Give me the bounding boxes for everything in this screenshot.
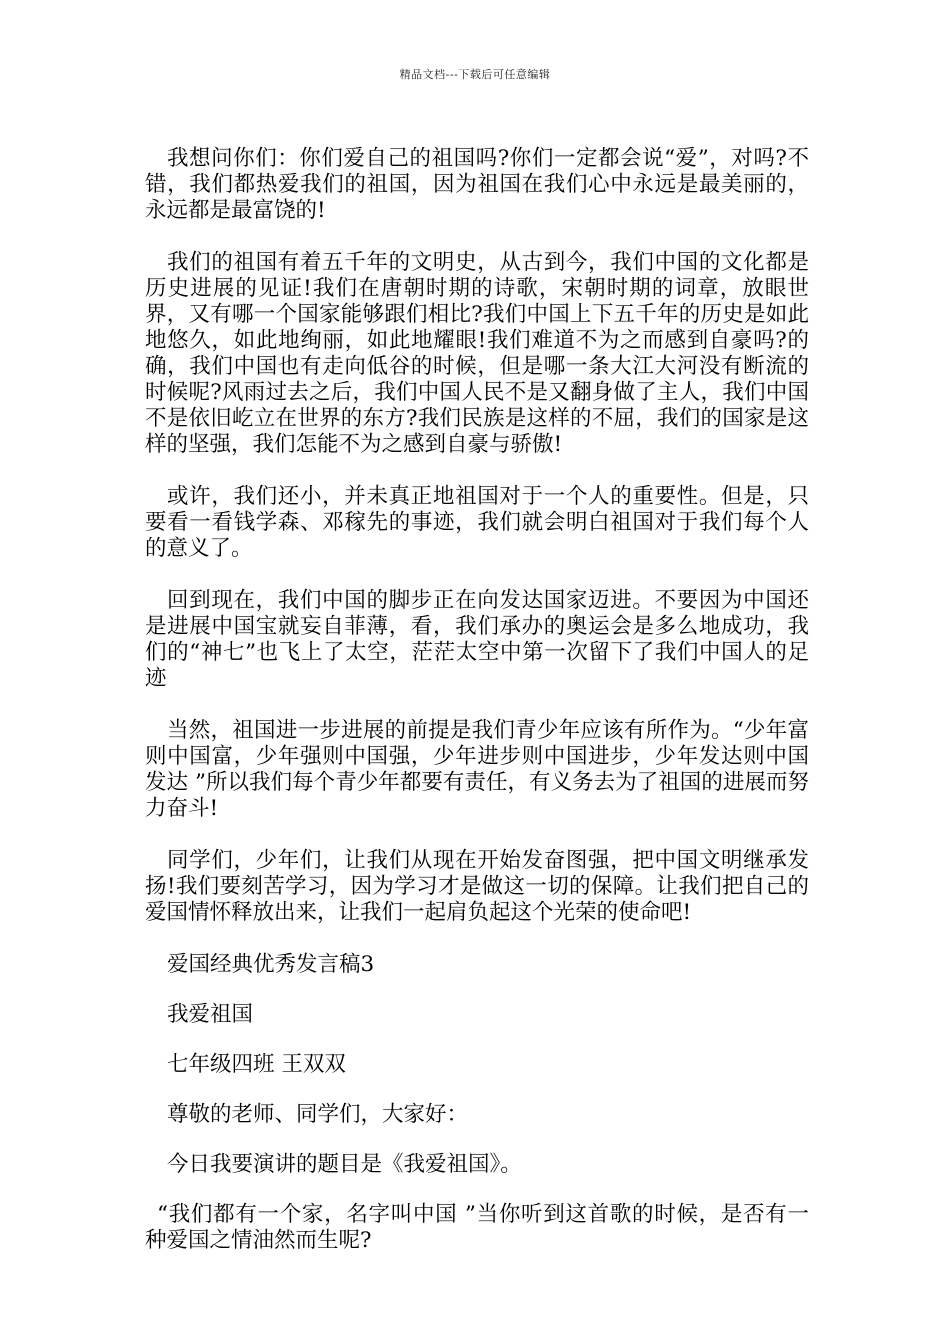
page-header: 精品文档---下载后可任意编辑	[399, 68, 551, 81]
paragraph-back-to-present: 回到现在，我们中国的脚步正在向发达国家迈进。不要因为中国还是进展中国宝就妄自菲薄，看，我们承办的奥运会是多么地成功，我们的“神七”也飞上了太空，茫茫太空中第一次留下了我们中国人的足迹	[145, 588, 809, 691]
paragraph-classmates-call: 同学们，少年们，让我们从现在开始发奋图强，把中国文明继承发扬!我们要刻苦学习，因为学习才是做这一切的保障。让我们把自己的爱国情怀释放出来，让我们一起肩负起这个光荣的使命吧!	[145, 848, 809, 925]
speaker-line: 七年级四班 王双双	[167, 1052, 346, 1077]
paragraph-youth-responsibility: 当然，祖国进一步进展的前提是我们青少年应该有所作为。“少年富则中国富，少年强则中国强，少年进步则中国进步，少年发达则中国发达 ”所以我们每个青少年都要有责任，有义务去为了祖国的进展而努力奋斗!	[145, 718, 809, 821]
speech-title: 我爱祖国	[167, 1002, 254, 1027]
greeting-line: 尊敬的老师、同学们，大家好：	[167, 1102, 469, 1127]
paragraph-love-motherland: 我想问你们：你们爱自己的祖国吗?你们一定都会说“爱”，对吗?不错，我们都热爱我们的祖国，因为祖国在我们心中永远是最美丽的，永远都是最富饶的!	[145, 146, 809, 223]
paragraph-perhaps-we-are-young: 或许，我们还小，并未真正地祖国对于一个人的重要性。但是，只要看一看钱学森、邓稼先的事迹，我们就会明白祖国对于我们每个人的意义了。	[145, 484, 809, 561]
topic-line: 今日我要演讲的题目是《我爱祖国》。	[167, 1152, 522, 1177]
section-title: 爱国经典优秀发言稿3	[167, 952, 375, 977]
paragraph-five-thousand-years: 我们的祖国有着五千年的文明史，从古到今，我们中国的文化都是历史进展的见证!我们在唐朝时期的诗歌，宋朝时期的词章，放眼世界，又有哪一个国家能够跟们相比?我们中国上下五千年的历史是如此地悠久，如此地绚丽，如此地耀眼!我们难道不为之而感到自豪吗?的确，我们中国也有走向低谷的时候，但是哪一条大江大河没有断流的时候呢?风雨过去之后，我们中国人民不是又翻身做了主人，我们中国不是依旧屹立在世界的东方?我们民族是这样的不屈，我们的国家是这样的坚强，我们怎能不为之感到自豪与骄傲!	[145, 250, 809, 457]
paragraph-song-quote: “我们都有一个家，名字叫中国 ”当你听到这首歌的时候，是否有一种爱国之情油然而生呢?	[145, 1202, 809, 1253]
document-body	[145, 146, 809, 1280]
